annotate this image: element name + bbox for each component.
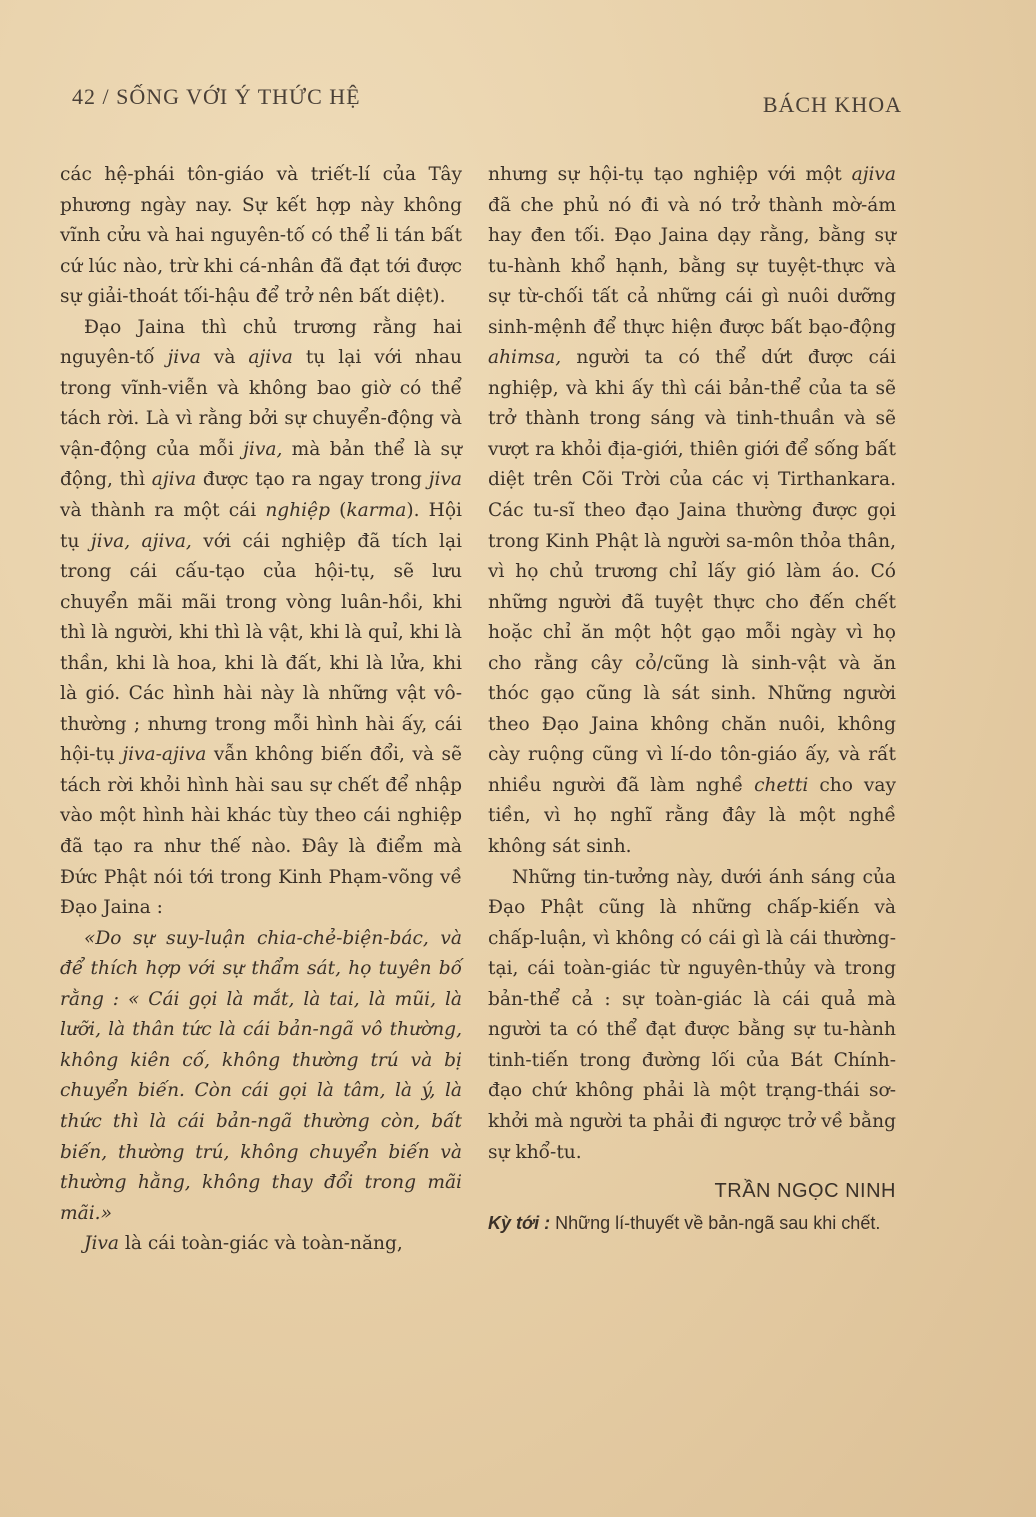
text-run: được tạo ra ngay trong: [196, 469, 429, 491]
term-ajiva: ajiva: [851, 164, 896, 185]
paragraph: [488, 160, 896, 863]
text-run: (: [330, 500, 347, 522]
text-run: người ta có thể dứt được cái nghiệp, và khi ấy thì cái bản-thể của ta sẽ trở thành trong sáng và tinh-thuần và sẽ vượt ra khỏi địa-giới, thiên giới để sống bất diệt trên Cõi Trời của các vị Tirthankara. Các tu-sĩ theo đạo Jaina thường được gọi trong Kinh Phật là người sa-môn thỏa thân, vì họ chủ trương chỉ lấy gió làm áo. Có những người đã tuyệt thực cho đến chết hoặc chỉ ăn một hột gạo mỗi ngày vì họ cho rằng cây cỏ/cũng là sinh-vật và ăn thóc gạo cũng là sát sinh. Những người theo Đạo Jaina không chăn nuôi, không cày ruộng cũng vì lí-do tôn-giáo ấy, và rất nhiều người đã làm nghề: [488, 347, 896, 796]
text-run: và: [200, 347, 249, 369]
paragraph: các hệ-phái tôn-giáo và triết-lí của Tây phương ngày nay. Sự kết hợp này không vĩnh cửu và hai nguyên-tố có thể li tán bất cứ lúc nào, trừ khi cá-nhân đã đạt tới được sự giải-thoát tối-hậu để trở nên bất diệt).: [60, 164, 462, 308]
left-column: [60, 160, 462, 1260]
term-ajiva: ajiva: [248, 347, 293, 369]
term-jiva: jiva: [428, 469, 462, 491]
term-ajiva: ajiva: [151, 469, 197, 491]
term-chetti: chetti: [754, 774, 809, 796]
text-run: và thành ra một cái: [60, 500, 266, 522]
text-run: Đạo Jaina thì chủ trương rằng hai nguyên-tố: [60, 316, 462, 369]
author-signature: TRẦN NGỌC NINH: [714, 1180, 896, 1203]
term-ahimsa: ahimsa,: [488, 347, 562, 369]
text-run: vẫn không biến đổi, và sẽ tách rời khỏi hình hài sau sự chết để nhập vào một hình hài khác tùy theo cái nghiệp đã tạo ra như thế nào. Đây là điểm mà Đức Phật nói tới trong Kinh Phạm-võng về Đạo Jaina :: [60, 744, 462, 919]
term-karma: karma: [346, 500, 407, 522]
term-nghiep: nghiệp: [265, 500, 331, 522]
next-issue-label: Kỳ tới :: [488, 1212, 551, 1233]
next-issue-text: Những lí-thuyết về bản-ngã sau khi chết.: [550, 1212, 881, 1233]
paragraph: [60, 313, 462, 924]
text-run: đã che phủ nó đi và nó trở thành mờ-ám hay đen tối. Đạo Jaina dạy rằng, bằng sự tu-hành khổ hạnh, bằng sự tuyệt-thực và sự từ-chối tất cả những cái gì nuôi dưỡng sinh-mệnh để thực hiện được bất bạo-động: [488, 194, 896, 338]
term-jiva: jiva,: [243, 438, 283, 460]
text-run: cho vay tiền, vì họ nghĩ rằng đây là một nghề không sát sinh.: [488, 774, 897, 858]
text-run: nhưng sự hội-tụ tạo nghiệp với một: [488, 164, 852, 185]
text-run: mà bản thể là sự động, thì: [60, 438, 462, 491]
running-head: [72, 84, 902, 124]
term-jiva-ajiva: jiva, ajiva,: [90, 530, 192, 552]
text-run: là cái toàn-giác và toàn-năng,: [119, 1233, 403, 1255]
text-run: với cái nghiệp đã tích lại trong cái cấu-tạo của hội-tụ, sẽ lưu chuyển mãi mãi trong vòng luân-hồi, khi thì là người, khi thì là vật, khi là quỉ, khi là thần, khi là hoa, khi là đất, khi là lửa, khi là gió. Các hình hài này là những vật vô-thường ; nhưng trong mỗi hình hài ấy, cái hội-tụ: [60, 530, 463, 766]
text-run: ). Hội tụ: [60, 500, 463, 552]
term-jiva: jiva: [167, 347, 201, 369]
text-run: tụ lại với nhau trong vĩnh-viễn và không bao giờ có thể tách rời. Là vì rằng bởi sự chuyển-động và vận-động của mỗi: [60, 347, 462, 460]
paragraph: [60, 1229, 462, 1260]
paragraph: Những tin-tưởng này, dưới ánh sáng của Đạo Phật cũng là những chấp-kiến và chấp-luận, vì không có cái gì là cái thường-tại, cái toàn-giác từ nguyên-thủy và trong bản-thể cả : sự toàn-giác là cái quả mà người ta có thể đạt được bằng sự tu-hành tinh-tiến trong đường lối của Bát Chính-đạo chứ không phải là một trạng-thái sơ-khởi mà người ta phải đi ngược trở về bằng sự khổ-tu.: [488, 866, 896, 1163]
term-jiva: Jiva: [84, 1233, 119, 1255]
term-jiva-ajiva: jiva-ajiva: [122, 744, 207, 766]
sutra-quotation: «Do sự suy-luận chia-chẻ-biện-bác, và để thích hợp với sự thẩm sát, họ tuyên bố rằng : « Cái gọi là mắt, là tai, là mũi, là lưỡi, là thân tức là cái bản-ngã vô thường, không kiên cố, không thường trú và bị chuyển biến. Còn cái gọi là tâm, là ý, là thức thì là cái bản-ngã thường còn, bất biến, thường trú, không chuyển biến và thường hằng, không thay đổi trong mãi mãi.»: [60, 927, 462, 1224]
page-number-and-section-title: 42 / SỐNG VỚI Ý THỨC HỆ: [72, 84, 361, 109]
right-column: [488, 160, 896, 1237]
magazine-title: BÁCH KHOA: [762, 92, 902, 117]
next-issue-note: [488, 1209, 896, 1237]
